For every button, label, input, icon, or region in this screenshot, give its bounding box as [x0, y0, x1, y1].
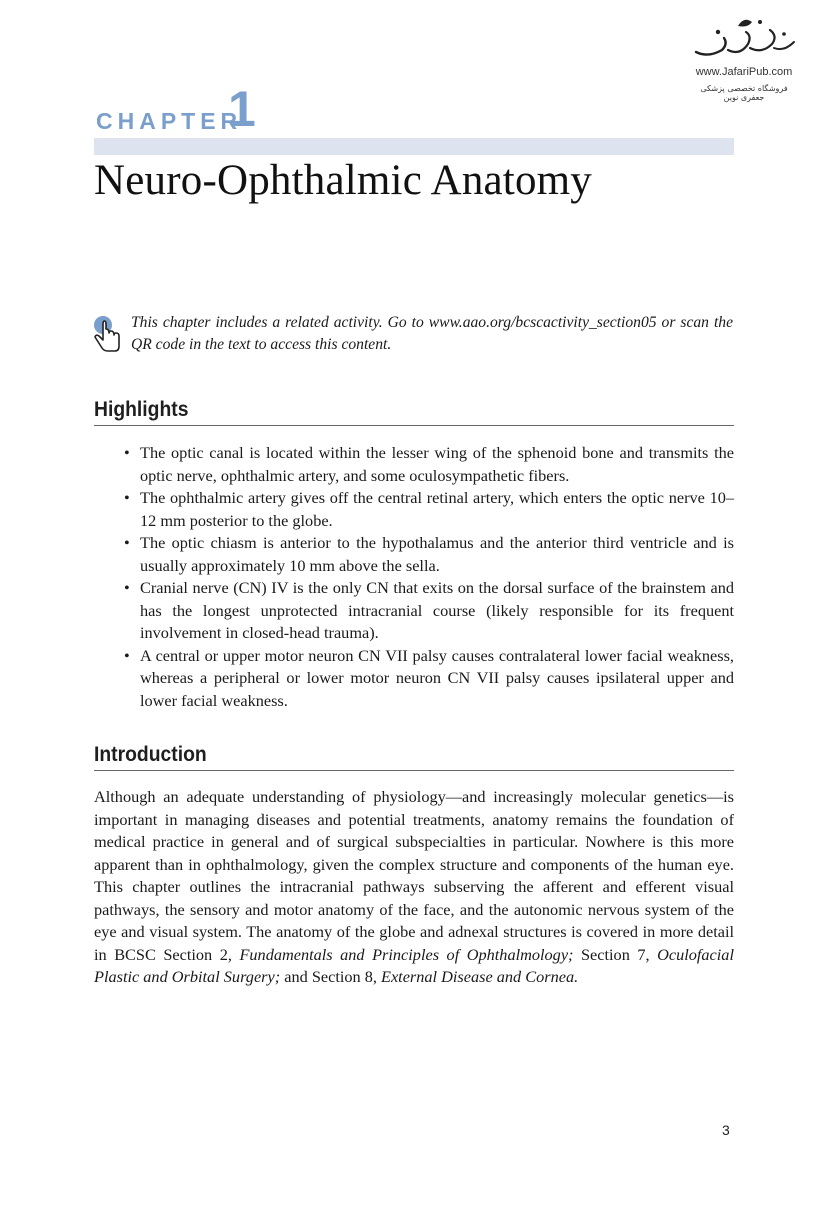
- pointing-hand-icon: [92, 314, 122, 354]
- logo-persian-caption: فروشگاه تخصصی پزشکی جعفری نوین: [700, 84, 788, 102]
- chapter-band: [94, 138, 734, 155]
- activity-note: This chapter includes a related activity. Go to www.aao.org/bcscactivity_section05 or scan the QR code in the text to access this content.: [131, 314, 733, 353]
- logo-url: www.JafariPub.com: [695, 66, 793, 78]
- list-item: • The optic canal is located within the lesser wing of the sphenoid bone and transmits the optic nerve, ophthalmic artery, and some oculosympathetic fibers.: [94, 442, 734, 487]
- list-item: • The ophthalmic artery gives off the central retinal artery, which enters the optic nerve 10–12 mm posterior to the globe.: [94, 487, 734, 532]
- highlights-list: [94, 442, 734, 712]
- list-item: • Cranial nerve (CN) IV is the only CN that exits on the dorsal surface of the brainstem and has the longest unprotected intracranial course (likely responsible for its frequent involvement in closed-head trauma).: [94, 577, 734, 645]
- chapter-title: Neuro-Ophthalmic Anatomy: [94, 157, 592, 204]
- list-item: • The optic chiasm is anterior to the hypothalamus and the anterior third ventricle and is usually approximately 10 mm above the sella.: [94, 532, 734, 577]
- introduction-heading: Introduction: [94, 743, 734, 771]
- chapter-label: CHAPTER: [96, 108, 243, 134]
- publisher-logo: [688, 14, 808, 100]
- introduction-paragraph: Although an adequate understanding of physiology—and increasingly molecular genetics—is important in managing diseases and potential treatments, anatomy remains the foundation of medical practice in general and of surgical subspecialties in particular. Nowhere is this more apparent than in ophthalmology, given the complex structure and components of the human eye. This chapter outlines the intracranial pathways subserving the afferent and efferent visual pathways, the sensory and motor anatomy of the face, and the autonomic nervous system of the eye and visual system. The anatomy of the globe and adnexal structures is covered in more detail in BCSC Section 2, Fundamentals and Principles of Ophthalmology; Section 7, Oculofacial Plastic and Orbital Surgery; and Section 8, External Disease and Cornea.: [94, 787, 734, 986]
- highlights-heading: Highlights: [94, 398, 734, 426]
- calligraphy-logo-icon: [688, 14, 800, 64]
- page-number: 3: [722, 1122, 730, 1138]
- chapter-number: 1: [228, 81, 256, 137]
- list-item: • A central or upper motor neuron CN VII palsy causes contralateral lower facial weakness, whereas a peripheral or lower motor neuron CN VII palsy causes ipsilateral upper and lower facial weakness.: [94, 645, 734, 713]
